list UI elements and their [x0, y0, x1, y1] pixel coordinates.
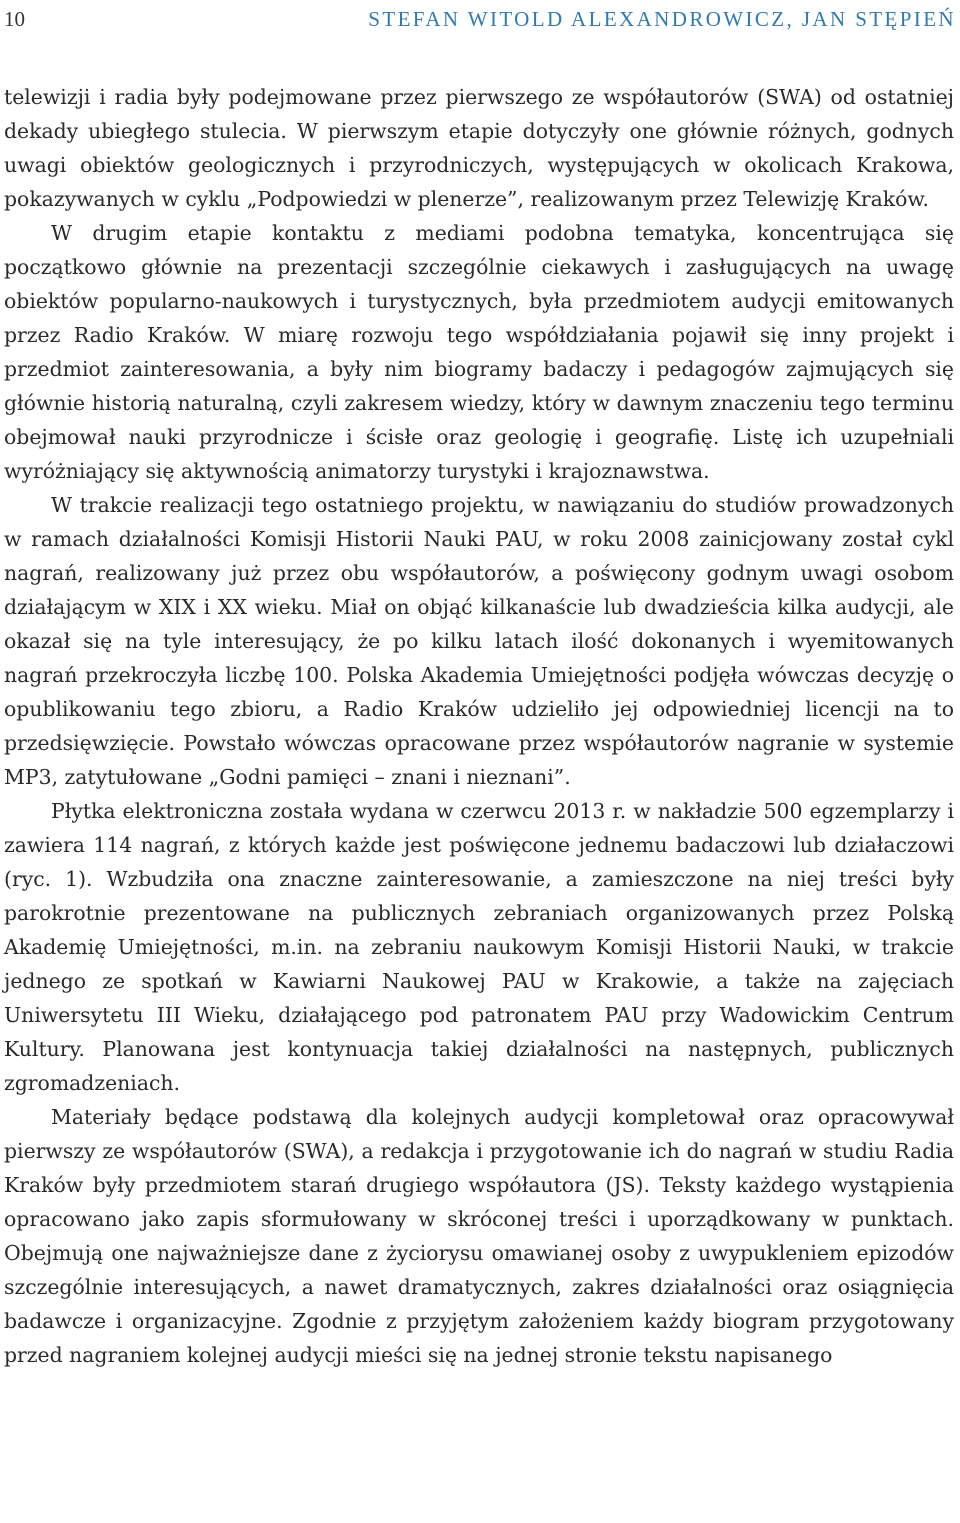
running-header — [4, 4, 956, 34]
body-text — [4, 80, 954, 1372]
paragraph-2: W drugim etapie kontaktu z mediami podobna tematyka, koncentrująca się początkowo głównie na prezentacji szczególnie ciekawych i zasługujących na uwagę obiektów popularno-naukowych i turystycznych, była przedmiotem audycji emitowanych przez Radio Kraków. W miarę rozwoju tego współdziałania pojawił się inny projekt i przedmiot zainteresowania, a były nim biogramy badaczy i pedagogów zajmujących się głównie historią naturalną, czyli zakresem wiedzy, który w dawnym znaczeniu tego terminu obejmował nauki przyrodnicze i ścisłe oraz geologię i geografię. Listę ich uzupełniali wyróżniający się aktywnością animatorzy turystyki i krajoznawstwa. — [4, 221, 954, 483]
paragraph-5: Materiały będące podstawą dla kolejnych audycji kompletował oraz opracowywał pierwszy ze współautorów (SWA), a redakcja i przygotowanie ich do nagrań w studiu Radia Kraków były przedmiotem starań drugiego współautora (JS). Teksty każdego wystąpienia opracowano jako zapis sformułowany w skróconej treści i uporządkowany w punktach. Obejmują one najważniejsze dane z życiorysu omawianej osoby z uwypukleniem epizodów szczególnie interesujących, a nawet dramatycznych, zakres działalności oraz osiągnięcia badawcze i organizacyjne. Zgodnie z przyjętym założeniem każdy biogram przygotowany przed nagraniem kolejnej audycji mieści się na jednej stronie tekstu napisanego — [4, 1105, 954, 1367]
paragraph-4: Płytka elektroniczna została wydana w czerwcu 2013 r. w nakładzie 500 egzemplarzy i zawiera 114 nagrań, z których każde jest poświęcone jednemu badaczowi lub działaczowi (ryc. 1). Wzbudziła ona znaczne zainteresowanie, a zamieszczone na niej treści były parokrotnie prezentowane na publicznych zebraniach organizowanych przez Polską Akademię Umiejętności, m.in. na zebraniu naukowym Komisji Historii Nauki, w trakcie jednego ze spotkań w Kawiarni Naukowej PAU w Krakowie, a także na zajęciach Uniwersytetu III Wieku, działającego pod patronatem PAU przy Wadowickim Centrum Kultury. Planowana jest kontynuacja takiej działalności na następnych, publicznych zgromadzeniach. — [4, 799, 954, 1095]
running-title: STEFAN WITOLD ALEXANDROWICZ, JAN STĘPIEŃ — [368, 6, 956, 31]
paragraph-1: telewizji i radia były podejmowane przez pierwszego ze współautorów (SWA) od ostatniej dekady ubiegłego stulecia. W pierwszym etapie dotyczyły one głównie różnych, godnych uwagi obiektów geologicznych i przyrodniczych, występujących w okolicach Krakowa, pokazywanych w cyklu „Podpowiedzi w plenerze”, realizowanym przez Telewizję Kraków. — [4, 85, 954, 211]
paragraph-3: W trakcie realizacji tego ostatniego projektu, w nawiązaniu do studiów prowadzonych w ramach działalności Komisji Historii Nauki PAU, w roku 2008 zainicjowany został cykl nagrań, realizowany już przez obu współautorów, a poświęcony godnym uwagi osobom działającym w XIX i XX wieku. Miał on objąć kilkanaście lub dwadzieścia kilka audycji, ale okazał się na tyle interesujący, że po kilku latach ilość dokonanych i wyemitowanych nagrań przekroczyła liczbę 100. Polska Akademia Umiejętności podjęła wówczas decyzję o opublikowaniu tego zbioru, a Radio Kraków udzieliło jej odpowiedniej licencji na to przedsięwzięcie. Powstało wówczas opracowane przez współautorów nagranie w systemie MP3, zatytułowane „Godni pamięci – znani i nieznani”. — [4, 493, 954, 789]
page-number: 10 — [4, 6, 25, 31]
